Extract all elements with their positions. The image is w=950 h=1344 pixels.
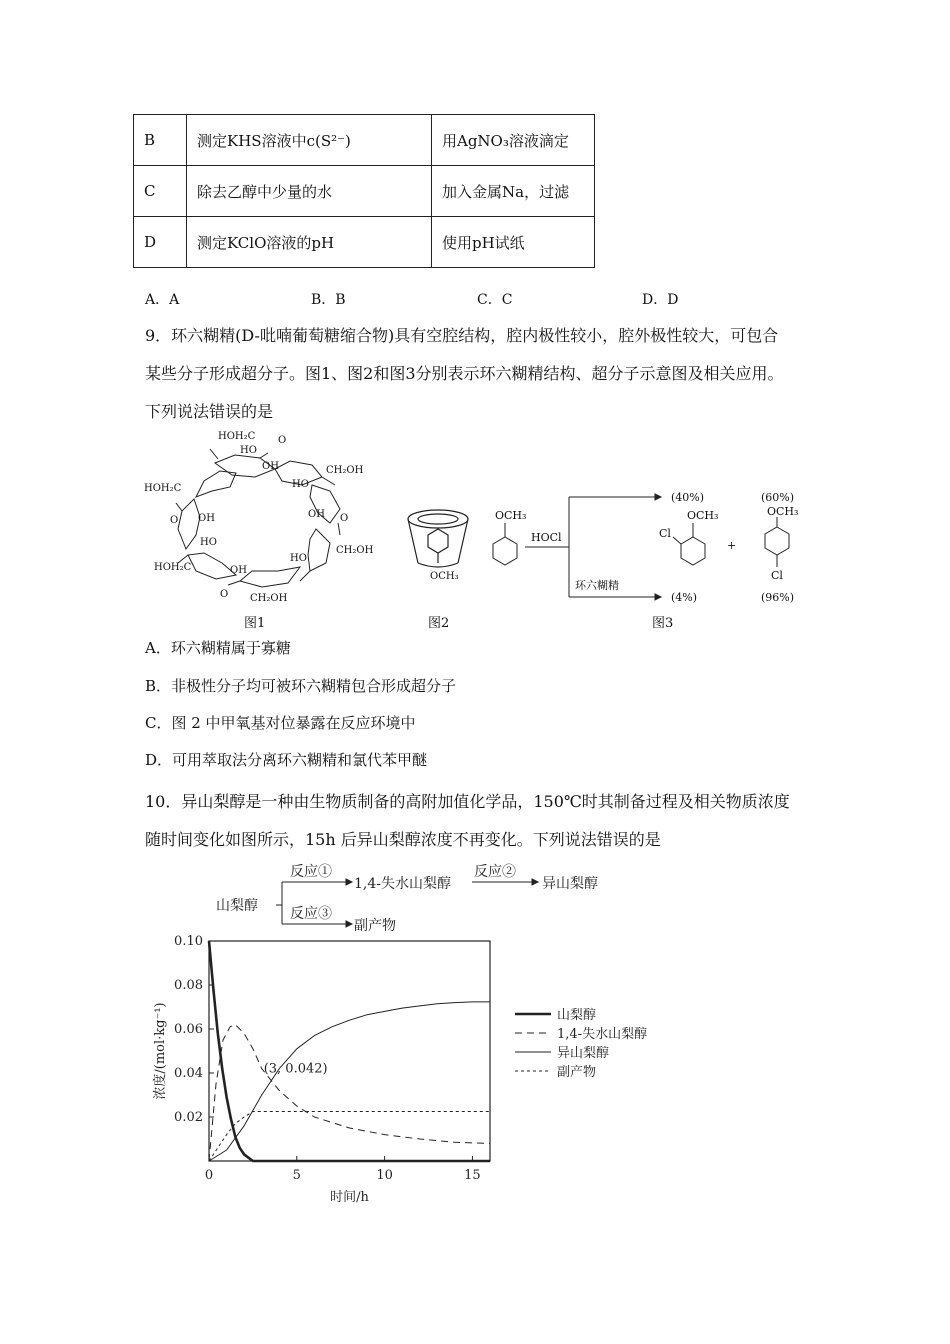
q9-option-c[interactable]: C．图 2 中甲氧基对位暴露在反应环境中 (145, 714, 416, 732)
fig1-hoh2c-top: HOH₂C (218, 431, 256, 442)
table-row (134, 166, 595, 217)
table-cell-experiment: 测定KHS溶液中c(S²⁻) (187, 115, 432, 166)
x-tick-label: 10 (376, 1168, 393, 1183)
table-cell-experiment: 测定KClO溶液的pH (187, 217, 432, 268)
series-line-1 (209, 1025, 490, 1161)
x-axis-label: 时间/h (330, 1190, 369, 1205)
q8-choice-a[interactable]: A．A (145, 292, 180, 308)
x-tick-label: 5 (292, 1168, 301, 1183)
fig1-o: O (340, 513, 349, 524)
fig1-oh: OH (230, 565, 247, 576)
scheme-reaction-2: 反应② (474, 864, 516, 880)
q9-stem-1: 9．环六糊精(D-吡喃葡萄糖缩合物)具有空腔结构，腔内极性较小，腔外极性较大，可包合 (145, 326, 779, 345)
anisole-ring (493, 537, 517, 565)
q8-choice-b[interactable]: B．B (311, 292, 346, 308)
table-cell-method: 使用pH试纸 (432, 217, 595, 268)
q8-choice-c[interactable]: C．C (477, 292, 513, 308)
table-cell-method: 加入金属Na，过滤 (432, 166, 595, 217)
y-tick-label: 0.02 (174, 1110, 203, 1125)
table-row (134, 115, 595, 166)
fig3-cl-para: Cl (771, 569, 783, 582)
fig3-cl-ortho: Cl (659, 527, 671, 540)
q9-option-d[interactable]: D．可用萃取法分离环六糊精和氯代苯甲醚 (145, 751, 428, 769)
figure-1-cyclodextrin (140, 425, 390, 610)
scheme-reaction-3: 反应③ (290, 906, 332, 922)
fig1-oh: OH (308, 509, 325, 520)
q10-stem-1: 10．异山梨醇是一种由生物质制备的高附加值化学品，150℃时其制备过程及相关物质浓度 (145, 792, 790, 811)
fig2-caption: 图2 (428, 616, 450, 631)
q9-stem-3: 下列说法错误的是 (145, 402, 274, 421)
q9-stem-2: 某些分子形成超分子。图1、图2和图3分别表示环六糊精结构、超分子示意图及相关应用。 (145, 364, 784, 383)
fig1-o: O (170, 515, 179, 526)
fig3-reagent: HOCl (531, 531, 562, 544)
fig3-plus: + (727, 539, 737, 552)
table-cell-label: C (134, 166, 187, 217)
figure-3-reaction (485, 485, 815, 610)
fig1-oh: OH (262, 461, 279, 472)
fig3-och3-para: OCH₃ (767, 505, 799, 518)
legend-label-2: 异山梨醇 (557, 1046, 610, 1061)
annotation-point: (3, 0.042) (263, 1061, 328, 1077)
table-row (134, 217, 595, 268)
series-line-3 (209, 1112, 490, 1162)
fig1-o: O (220, 589, 229, 600)
x-tick-label: 15 (464, 1168, 481, 1183)
fig2-och3: OCH₃ (430, 571, 459, 582)
concentration-chart (140, 925, 700, 1205)
table-cell-label: D (134, 217, 187, 268)
fig1-ho: HO (290, 553, 307, 564)
fig1-ho: HO (240, 445, 257, 456)
fig1-hoh2c-bottom: HOH₂C (154, 562, 192, 573)
q10-stem-2: 随时间变化如图所示，15h 后异山梨醇浓度不再变化。下列说法错误的是 (145, 830, 661, 849)
table-cell-experiment: 除去乙醇中少量的水 (187, 166, 432, 217)
fig3-para-top: (60%) (761, 491, 795, 504)
fig3-para-bottom: (96%) (761, 591, 795, 604)
scheme-sorbitan: 1,4-失水山梨醇 (354, 876, 451, 892)
y-tick-label: 0.10 (174, 934, 203, 949)
x-tick-label: 0 (204, 1168, 214, 1183)
fig3-caption: 图3 (652, 616, 674, 631)
scheme-sorbitol: 山梨醇 (216, 898, 258, 914)
table-cell-method: 用AgNO₃溶液滴定 (432, 115, 595, 166)
fig1-o: O (278, 435, 287, 446)
fig1-ch2oh-right-top: CH₂OH (326, 465, 364, 476)
fig1-ch2oh-bottom: CH₂OH (250, 593, 288, 604)
fig1-oh: OH (198, 513, 215, 524)
fig3-ortho-top: (40%) (671, 491, 705, 504)
fig3-ortho-bottom: (4%) (671, 591, 698, 604)
fig3-catalyst: 环六糊精 (575, 579, 619, 592)
q8-choice-d[interactable]: D．D (642, 292, 679, 308)
fig3-och3-ortho: OCH₃ (687, 509, 719, 522)
fig1-caption: 图1 (244, 616, 266, 631)
fig1-hoh2c-left: HOH₂C (144, 483, 182, 494)
fig1-ho: HO (200, 537, 217, 548)
scheme-byproduct: 副产物 (354, 918, 396, 934)
scheme-reaction-1: 反应① (290, 864, 332, 880)
y-tick-label: 0.06 (174, 1022, 203, 1037)
y-axis-label: 浓度/(mol·kg⁻¹) (153, 1002, 168, 1100)
legend-label-0: 山梨醇 (557, 1008, 597, 1023)
figure-2-supramolecule (402, 505, 482, 590)
q9-option-a[interactable]: A．环六糊精属于寡糖 (145, 639, 291, 657)
fig1-ch2oh-right-bottom: CH₂OH (336, 545, 374, 556)
scheme-isosorbide: 异山梨醇 (542, 876, 598, 892)
q9-option-b[interactable]: B．非极性分子均可被环六糊精包合形成超分子 (145, 677, 457, 695)
legend-label-3: 副产物 (557, 1065, 597, 1080)
fig1-ho: HO (292, 479, 309, 490)
y-tick-label: 0.04 (174, 1066, 203, 1081)
series-line-2 (209, 1002, 490, 1161)
fig3-och3-reactant: OCH₃ (495, 509, 527, 522)
legend-label-1: 1,4-失水山梨醇 (557, 1027, 648, 1042)
y-tick-label: 0.08 (174, 978, 203, 993)
table-cell-label: B (134, 115, 187, 166)
experiment-table (133, 114, 595, 268)
